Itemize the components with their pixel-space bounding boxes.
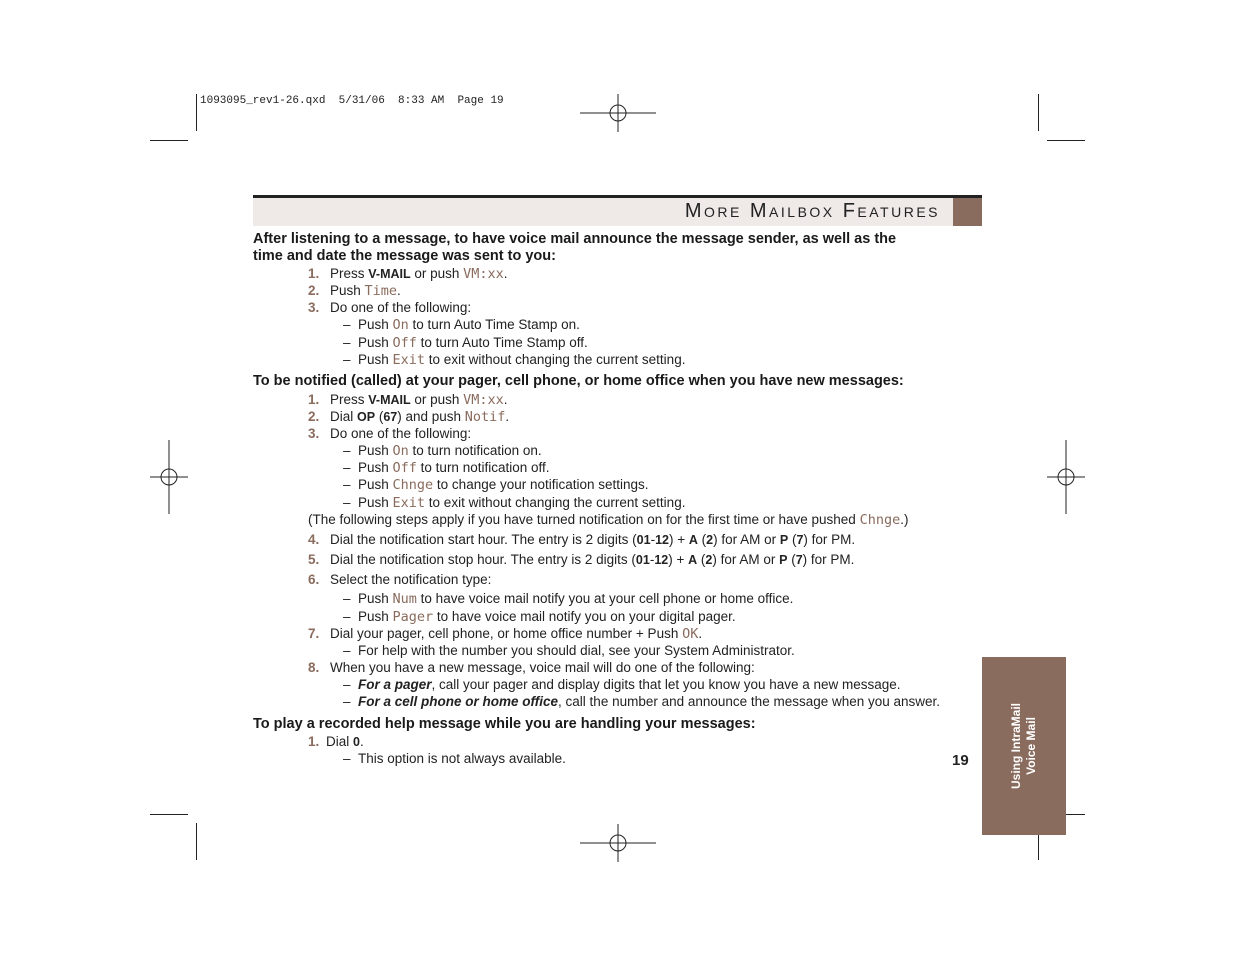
- section-heading: To play a recorded help message while you are handling your messages:: [253, 716, 756, 732]
- section-heading: To be notified (called) at your pager, cell phone, or home office when you have new messages:: [253, 373, 904, 389]
- sub-item: – For a pager, call your pager and display digits that let you know you have a new message.: [343, 677, 901, 692]
- registration-mark-icon: [150, 440, 188, 514]
- sub-item: – Push Off to turn Auto Time Stamp off.: [343, 335, 588, 351]
- crop-mark: [1038, 94, 1039, 131]
- sub-item: – Push On to turn notification on.: [343, 443, 542, 459]
- section-heading: After listening to a message, to have voice mail announce the message sender, as well as the: [253, 231, 897, 247]
- sub-item: – Push Num to have voice mail notify you at your cell phone or home office.: [343, 591, 794, 607]
- sub-item: – This option is not always available.: [343, 751, 566, 766]
- sub-item: – Push Chnge to change your notification settings.: [343, 477, 649, 493]
- sub-item: – For a cell phone or home office, call the number and announce the message when you answer.: [343, 694, 941, 709]
- side-tab-label: Using IntraMail Voice Mail: [1009, 702, 1038, 790]
- step-item: 1. Press V-MAIL or push VM:xx.: [308, 392, 508, 408]
- note-text: (The following steps apply if you have turned notification on for the first time or have pushed Chnge.): [308, 512, 909, 528]
- sub-item: – Push Off to turn notification off.: [343, 460, 550, 476]
- sub-item: – Push Pager to have voice mail notify you on your digital pager.: [343, 609, 736, 625]
- crop-mark: [150, 140, 188, 141]
- step-item: 1. Dial 0.: [308, 734, 364, 749]
- sub-item: – For help with the number you should dial, see your System Administrator.: [343, 643, 795, 658]
- section-heading: time and date the message was sent to you:: [253, 248, 556, 264]
- page-number: 19: [952, 752, 969, 769]
- crop-mark: [196, 94, 197, 131]
- sub-item: – Push Exit to exit without changing the current setting.: [343, 495, 686, 511]
- step-item: 3. Do one of the following:: [308, 300, 472, 315]
- crop-mark: [1047, 140, 1085, 141]
- step-item: 6. Select the notification type:: [308, 572, 492, 587]
- registration-mark-icon: [580, 824, 656, 862]
- header-accent-square: [953, 198, 982, 226]
- step-item: 3. Do one of the following:: [308, 426, 472, 441]
- step-item: 2. Dial OP (67) and push Notif.: [308, 409, 510, 425]
- page-title: More Mailbox Features: [684, 200, 940, 222]
- crop-mark: [196, 823, 197, 860]
- file-slug: 1093095_rev1-26.qxd 5/31/06 8:33 AM Page 19: [200, 95, 504, 107]
- step-item: 1. Press V-MAIL or push VM:xx.: [308, 266, 508, 282]
- step-item: 7. Dial your pager, cell phone, or home office number + Push OK.: [308, 626, 703, 642]
- crop-mark: [150, 814, 188, 815]
- sub-item: – Push Exit to exit without changing the current setting.: [343, 352, 686, 368]
- registration-mark-icon: [1047, 440, 1085, 514]
- side-tab: [982, 657, 1066, 835]
- step-item: 8. When you have a new message, voice mail will do one of the following:: [308, 660, 755, 675]
- step-item: 4. Dial the notification start hour. The entry is 2 digits (01-12) + A (2) for AM or P (7) for PM.: [308, 532, 856, 547]
- step-item: 5. Dial the notification stop hour. The entry is 2 digits (01-12) + A (2) for AM or P (7) for PM.: [308, 552, 855, 567]
- step-item: 2. Push Time.: [308, 283, 401, 299]
- sub-item: – Push On to turn Auto Time Stamp on.: [343, 317, 580, 333]
- registration-mark-icon: [580, 94, 656, 132]
